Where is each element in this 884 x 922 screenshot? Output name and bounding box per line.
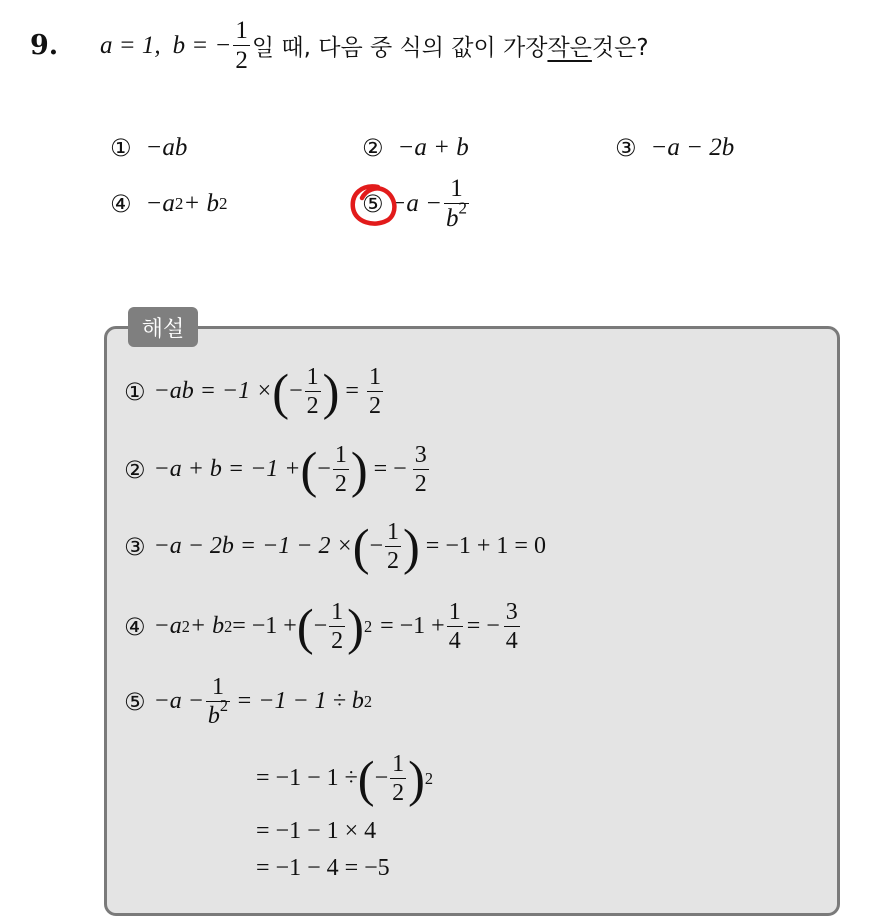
middle-fraction: [447, 600, 463, 653]
choice-4[interactable]: ④ −a 2 + b 2: [110, 190, 228, 218]
minus-sign: −: [289, 378, 303, 404]
denominator-base: b: [446, 205, 459, 232]
choice-marker: ④: [110, 190, 132, 218]
result-fraction: [504, 600, 520, 653]
solution-lhs: −ab = −1 ×: [153, 378, 273, 404]
solution-line-3: ③ −a − 2b = −1 − 2 × ( − $\frac{1}{2}$ ) = −1 + 1 = 0: [124, 518, 546, 575]
minus-sign: −: [369, 533, 384, 559]
denominator-base: b: [207, 703, 220, 729]
solution-term: −a: [153, 613, 182, 639]
fraction-denominator: 2: [368, 393, 381, 419]
fraction-numerator: 1: [211, 674, 224, 700]
solution-fraction: [333, 443, 349, 496]
choice-marker: ③: [615, 134, 637, 162]
minus-sign: −: [374, 765, 389, 791]
solution-line-5: ⑤ −a − $\frac{1}{b^2}$ = −1 − 1 ÷ b 2: [124, 674, 372, 729]
choice-expression: −ab: [145, 134, 188, 161]
solution-fraction: [385, 520, 401, 573]
solution-term: = −1 +: [232, 613, 297, 639]
fraction-denominator: 4: [505, 628, 518, 654]
condition-a: a = 1,: [100, 31, 161, 59]
question-prompt-underlined: 작은: [547, 35, 592, 61]
solution-lhs: −a −: [153, 688, 204, 714]
fraction-denominator: 2: [392, 780, 405, 806]
fraction-denominator: [206, 695, 230, 729]
result-fraction: [413, 443, 429, 496]
solution-marker: ①: [124, 377, 146, 406]
choice-1[interactable]: [110, 134, 187, 162]
fraction-denominator: 2: [334, 471, 347, 497]
condition-fraction: [233, 18, 250, 73]
choice-marker: ②: [362, 134, 384, 162]
solution-result: = −1 − 1 ÷ b: [236, 688, 364, 714]
fraction-denominator: 2: [235, 47, 248, 74]
choice-fraction: [444, 176, 469, 231]
fraction-numerator: 1: [392, 751, 405, 777]
denominator-exponent: 2: [219, 695, 229, 715]
fraction-numerator: 1: [387, 519, 400, 545]
solution-fraction: [329, 600, 345, 653]
choice-expression: −a + b: [397, 134, 469, 161]
solution-marker: ⑤: [124, 687, 146, 716]
equals-sign: =: [345, 378, 359, 404]
fraction-denominator: 2: [387, 548, 400, 574]
solution-marker: ②: [124, 455, 146, 484]
solution-lhs: −a + b = −1 +: [153, 456, 301, 482]
fraction-numerator: 1: [235, 17, 248, 44]
fraction-denominator: 4: [448, 628, 461, 654]
condition-b: b = −: [172, 31, 232, 59]
choice-3[interactable]: [615, 134, 734, 162]
answer-circle-stroke: [353, 186, 395, 223]
choice-expression-rest: + b: [183, 190, 220, 217]
denominator-exponent: 2: [458, 198, 468, 218]
solution-line-4: ④ −a 2 + b 2 = −1 + ( − $\frac{1}{2}$ ) 2 = −1 + $\frac{1}{4}$ = − $\frac{3}{4}$: [124, 598, 518, 655]
choice-2[interactable]: [362, 134, 469, 162]
fraction-numerator: 1: [306, 364, 319, 390]
solution-term: = −1 +: [380, 613, 445, 639]
fraction-denominator: 2: [306, 393, 319, 419]
fraction-numerator: 3: [505, 599, 518, 625]
fraction-denominator: 2: [414, 471, 427, 497]
fraction-numerator: 1: [450, 175, 463, 202]
solution-lhs: −a − 2b = −1 − 2 ×: [153, 533, 353, 559]
question-text: [100, 18, 649, 73]
fraction-numerator: 1: [448, 599, 461, 625]
explanation-label: 해설: [128, 307, 198, 347]
fraction-numerator: 1: [368, 364, 381, 390]
fraction-numerator: 3: [414, 442, 427, 468]
minus-sign: −: [317, 456, 331, 482]
choice-marker: ①: [110, 134, 132, 162]
choice-expression-base: −a: [145, 190, 175, 217]
choice-marker: ⑤: [362, 189, 384, 218]
solution-marker: ③: [124, 532, 146, 561]
fraction-numerator: 1: [334, 442, 347, 468]
solution-marker: ④: [124, 612, 146, 641]
equals-sign: = −: [466, 613, 500, 639]
solution-line-7: = −1 − 1 × 4: [256, 818, 377, 844]
choice-expression: −a −: [389, 189, 443, 217]
solution-term: = −1 − 1 ÷: [256, 765, 358, 791]
solution-line-8: = −1 − 4 = −5: [256, 855, 390, 881]
question-prompt-post: 것은?: [591, 35, 649, 61]
question-number: 9.: [30, 30, 59, 61]
question-prompt-pre: 일 때, 다음 중 식의 값이 가장: [251, 35, 548, 61]
solution-fraction: [206, 675, 230, 728]
solution-term: + b: [189, 613, 225, 639]
solution-line-1: ① −ab = −1 × ( − $\frac{1}{2}$ ) = $\frac{1}{2}$: [124, 363, 381, 420]
choice-expression: −a − 2b: [650, 134, 735, 161]
fraction-denominator: 2: [331, 628, 344, 654]
minus-sign: −: [313, 613, 328, 639]
solution-line-6: = −1 − 1 ÷ ( − $\frac{1}{2}$ ) 2: [256, 750, 434, 807]
result-fraction: [367, 365, 383, 418]
equals-sign: = −: [373, 456, 407, 482]
solution-fraction: [390, 752, 406, 805]
fraction-denominator: [444, 198, 469, 232]
solution-result: = −1 + 1 = 0: [425, 533, 546, 559]
answer-circle-mark: [348, 182, 400, 230]
solution-fraction: [305, 365, 321, 418]
fraction-numerator: 1: [331, 599, 344, 625]
solution-line-2: ② −a + b = −1 + ( − $\frac{1}{2}$ ) = − $\frac{3}{2}$: [124, 441, 427, 498]
